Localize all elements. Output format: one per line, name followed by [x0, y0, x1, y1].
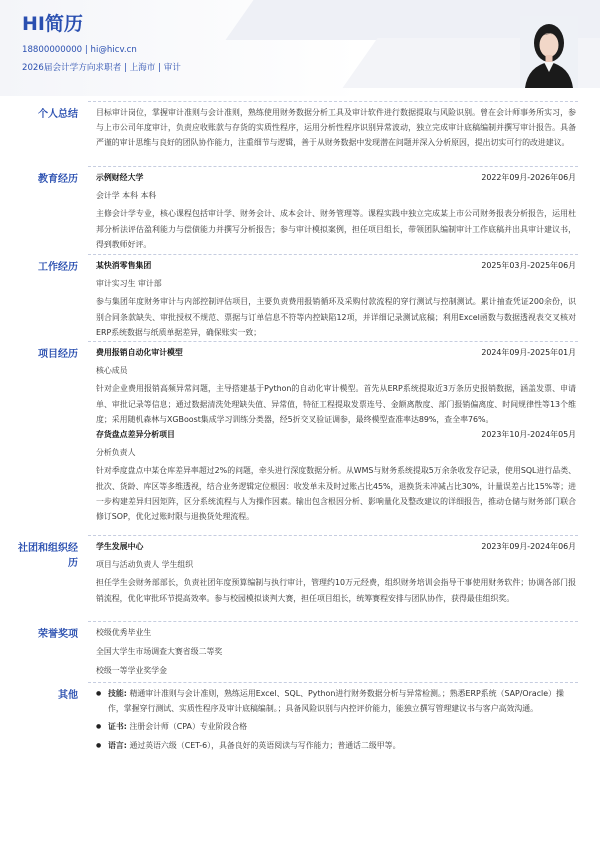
award-item: 校级优秀毕业生 — [96, 628, 152, 637]
job-intent: 2026届会计学方向求职者 | 上海市 | 审计 — [22, 63, 181, 73]
skills-item — [96, 686, 576, 716]
education-school: 示例财经大学 — [96, 173, 144, 182]
certificate-label: 证书: — [108, 722, 127, 732]
project-description: 针对企业费用报销高频异常问题，主导搭建基于Python的自动化审计模型。首先从ERP系统提取近3万条历史报销数据，涵盖发票、申请单、审批记录等信息；通过数据清洗处理缺失值、异常值，特征工程提取发票连号、金额离散度、部门报销偏离度、时间规律性等13个维度；采用随机森林与XGBoost集成学习训练分类器，经5折交叉验证调参，最终模型查准率达89%，查全率76%。 — [96, 384, 576, 424]
resume-name: HI简历 — [22, 13, 83, 35]
work-role: 审计实习生 审计部 — [96, 279, 162, 289]
certificate-item — [96, 719, 576, 734]
education-description: 主修会计学专业，核心课程包括审计学、财务会计、成本会计、财务管理等。课程实践中独立完成某上市公司财务报表分析报告，运用杜邦分析法评估盈利能力与偿债能力并撰写分析报告；参与审计模拟案例，担任项目组长，带领团队编制审计工作底稿并出具审计建议书，得到教师好评。 — [96, 209, 576, 249]
section-divider — [88, 682, 578, 683]
award-item: 校级一等学业奖学金 — [96, 666, 168, 676]
work-date: 2025年03月-2025年06月 — [481, 261, 576, 270]
summary-text: 目标审计岗位，掌握审计准则与会计准则，熟练使用财务数据分析工具及审计软件进行数据提取与风险识别。曾在会计师事务所实习，参与上市公司年度审计，负责应收账款与存货的实质性程序，运用分析性程序识别异常波动，独立完成审计底稿编制并撰写审计报告。具备严谨的审计思维与良好的团队协作能力，注重细节与逻辑，善于从财务数据中发现潜在问题并深入分析原因，提出切实可行的改进建议。 — [96, 108, 576, 148]
project-description: 针对季度盘点中某仓库差异率超过2%的问题，牵头进行深度数据分析。从WMS与财务系统提取5万余条收发存记录，使用SQL进行品类、批次、货龄、库区等多维透视，结合业务逻辑定位根因：收发单未及时过账占比45%，退换货未冲减占比30%，计量误差占比15%等；进一步构建差异归因矩阵，区分系统流程与人为操作因素。输出包含根因分析、影响量化及整改建议的详细报告，推动仓储与财务部门联合修订SOP，优化过账时限与退换货处理流程。 — [96, 466, 576, 522]
campus-section — [0, 535, 600, 622]
project-date: 2024年09月-2025年01月 — [481, 348, 576, 357]
project-name: 存货盘点差异分析项目 — [96, 430, 175, 440]
campus-description: 担任学生会财务部部长，负责社团年度预算编制与执行审计，管理约10万元经费，组织财务培训会指导干事使用财务软件；协调各部门报销流程，优化审批环节提高效率。参与校园模拟谈判大赛，担任项目组长，统筹赛程安排与团队协作，获得最佳组织奖。 — [96, 578, 576, 603]
section-title: 教育经历 — [38, 174, 78, 185]
campus-date: 2023年09月-2024年06月 — [481, 542, 576, 551]
summary-section — [0, 101, 600, 169]
language-label: 语言: — [108, 740, 127, 750]
project-date: 2023年10月-2024年05月 — [481, 430, 576, 440]
other-section — [0, 682, 600, 782]
work-description: 参与集团年度财务审计与内部控制评估项目，主要负责费用报销循环及采购付款流程的穿行测试与控制测试。累计抽查凭证200余份，识别合同条款缺失、审批授权不规范、票据与订单信息不符等内控缺陷12项，并详细记录测试底稿；利用Excel函数与数据透视表交叉核对ERP系统数据与纸质单据差异，确保账实一致； — [96, 297, 576, 337]
contact-info: 18800000000 | hi@hicv.cn — [22, 45, 137, 55]
section-title: 其他 — [58, 690, 78, 701]
section-divider — [88, 621, 578, 622]
language-text: 通过英语六级（CET-6），具备良好的英语阅读与写作能力；普通话二级甲等。 — [129, 740, 401, 750]
education-degree: 会计学 本科 本科 — [96, 191, 157, 201]
projects-section — [0, 341, 600, 534]
section-title: 个人总结 — [38, 109, 78, 120]
section-divider — [88, 254, 578, 255]
section-divider — [88, 166, 578, 167]
skills-label: 技能: — [108, 689, 127, 698]
campus-org: 学生发展中心 — [96, 542, 144, 551]
awards-section — [0, 621, 600, 682]
project-role: 分析负责人 — [96, 448, 136, 458]
work-company: 某快消零售集团 — [96, 261, 152, 270]
section-title: 工作经历 — [38, 262, 78, 273]
section-divider — [88, 101, 578, 102]
project-role: 核心成员 — [96, 366, 128, 376]
work-section — [0, 254, 600, 341]
section-title: 荣誉奖项 — [38, 629, 78, 640]
campus-role: 项目与活动负责人 学生组织 — [96, 560, 194, 570]
section-divider — [88, 535, 578, 536]
section-divider — [88, 341, 578, 342]
award-item: 全国大学生市场调查大赛省级二等奖 — [96, 647, 223, 657]
education-section — [0, 166, 600, 257]
education-date: 2022年09月-2026年06月 — [481, 173, 576, 182]
project-name: 费用报销自动化审计模型 — [96, 348, 183, 357]
profile-photo — [520, 16, 578, 88]
section-title: 社团和组织经历 — [18, 543, 78, 569]
language-item — [96, 738, 576, 753]
certificate-text: 注册会计师（CPA）专业阶段合格 — [129, 722, 248, 732]
section-title: 项目经历 — [38, 349, 78, 360]
skills-text: 精通审计准则与会计准则，熟练运用Excel、SQL、Python进行财务数据分析与异常检测。；熟悉ERP系统（SAP/Oracle）操作，掌握穿行测试、实质性程序及审计底稿编制。；具备风险识别与内控评价能力，能独立撰写管理建议书与客户高效沟通。 — [108, 689, 564, 714]
